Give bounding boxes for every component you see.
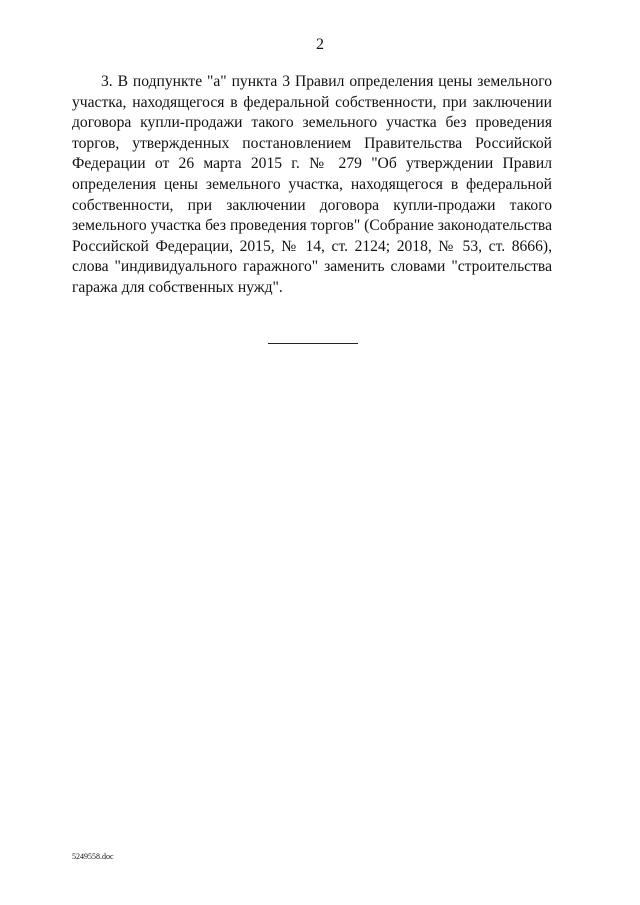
end-separator-line [268, 343, 358, 344]
amendment-paragraph: 3. В подпункте "а" пункта 3 Правил определения цены земельного участка, находящегося в федеральной собственности, при заключении договора купли-продажи такого земельного участка без проведения торгов, утвержденных постановлением Правительства Российской Федерации от 26 марта 2015 г. № 279 "Об утверждении Правил определения цены земельного участка, находящегося в федеральной собственности, при заключении договора купли-продажи такого земельного участка без проведения торгов" (Собрание законодательства Российской Федерации, 2015, № 14, ст. 2124; 2018, № 53, ст. 8666), слова "индивидуального гаражного" заменить словами "строительства гаража для собственных нужд". [72, 73, 552, 296]
page-number: 2 [316, 36, 324, 53]
footer-filename: 5249558.doc [72, 852, 114, 861]
